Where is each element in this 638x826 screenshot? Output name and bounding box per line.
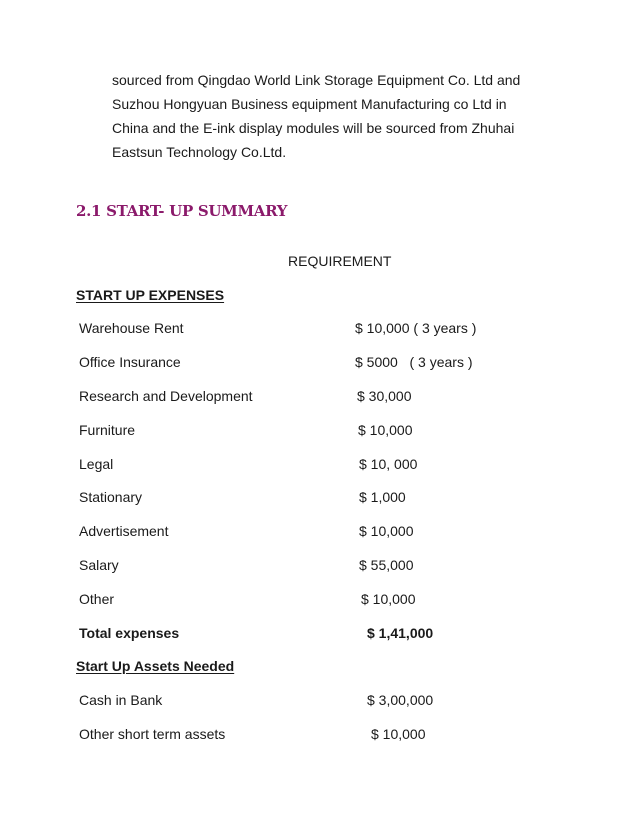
intro-line: Suzhou Hongyuan Business equipment Manufacturing co Ltd in: [112, 96, 507, 112]
expense-value: $ 10,000: [361, 591, 416, 607]
expense-label: Stationary: [79, 489, 143, 505]
expense-value: $ 30,000: [357, 388, 412, 404]
requirement-column-header: REQUIREMENT: [288, 253, 392, 269]
expense-value: $ 1,000: [359, 489, 406, 505]
asset-value: $ 3,00,000: [367, 692, 434, 708]
total-expenses-value: $ 1,41,000: [367, 625, 434, 641]
expense-label: Research and Development: [79, 388, 253, 404]
expense-label: Other: [79, 591, 115, 607]
asset-value: $ 10,000: [371, 726, 426, 742]
total-expenses-label: Total expenses: [79, 625, 180, 641]
expense-label: Warehouse Rent: [79, 320, 184, 336]
expense-label: Salary: [79, 557, 119, 573]
intro-line: China and the E-ink display modules will be sourced from Zhuhai: [112, 120, 515, 136]
intro-line: Eastsun Technology Co.Ltd.: [112, 144, 287, 160]
expense-label: Furniture: [79, 422, 136, 438]
expense-value: $ 10,000: [358, 422, 413, 438]
expense-value: $ 5000 ( 3 years ): [355, 354, 473, 370]
expense-label: Office Insurance: [79, 354, 181, 370]
section-heading: 2.1 START- UP SUMMARY: [76, 202, 288, 220]
start-up-expenses-heading: START UP EXPENSES: [76, 287, 225, 303]
intro-paragraph: [112, 68, 582, 164]
expense-label: Legal: [79, 456, 114, 472]
expense-value: $ 10,000: [359, 523, 414, 539]
expense-label: Advertisement: [79, 523, 169, 539]
expense-value: $ 10,000 ( 3 years ): [355, 320, 477, 336]
asset-label: Other short term assets: [79, 726, 226, 742]
expense-value: $ 55,000: [359, 557, 414, 573]
start-up-assets-heading: Start Up Assets Needed: [76, 658, 235, 674]
intro-line: sourced from Qingdao World Link Storage Equipment Co. Ltd and: [112, 72, 521, 88]
asset-label: Cash in Bank: [79, 692, 163, 708]
expense-value: $ 10, 000: [359, 456, 418, 472]
